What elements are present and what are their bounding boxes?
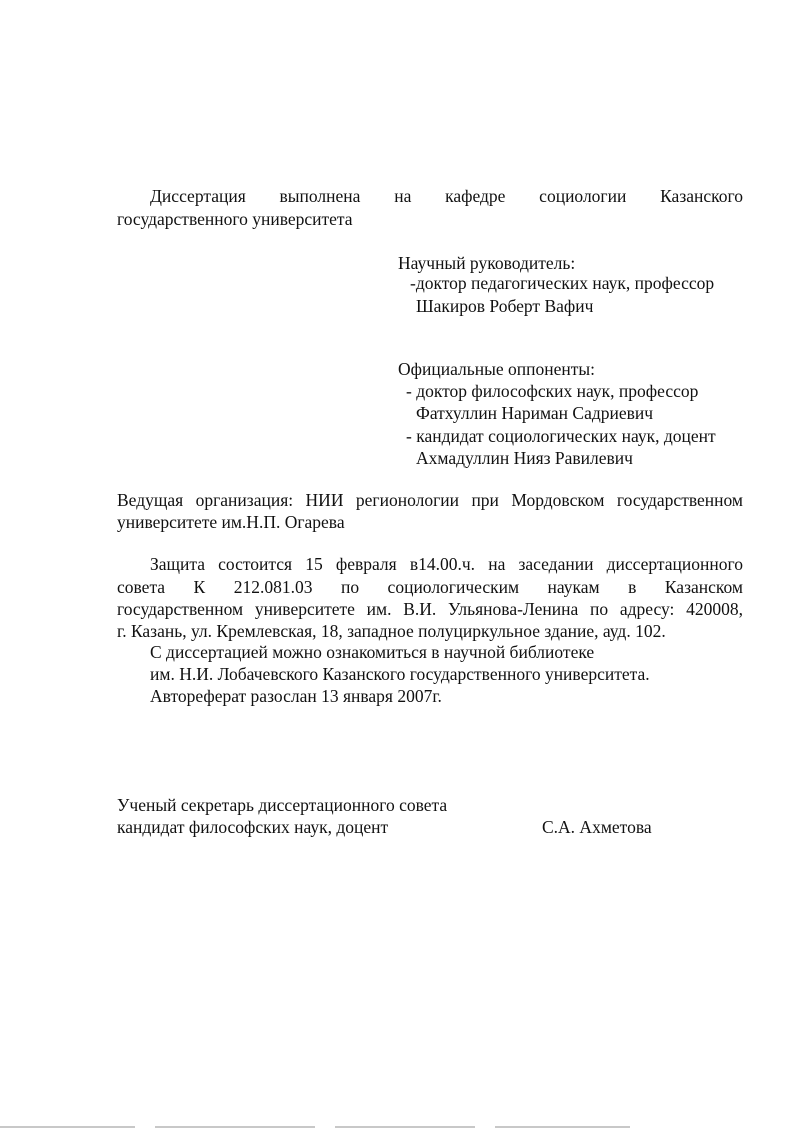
intro-line-1: Диссертация выполнена на кафедре социологии Казанского	[150, 186, 743, 206]
scan-artifact	[155, 1126, 315, 1128]
defense-line-3: государственном университете им. В.И. Ульянова-Ленина по адресу: 420008,	[117, 599, 743, 619]
lead-org-line-1: Ведущая организация: НИИ регионологии при Мордовском государственном	[117, 490, 743, 510]
lead-org-line-2: университете им.Н.П. Огарева	[117, 512, 345, 532]
opponent-1-name: Фатхуллин Нариман Садриевич	[416, 403, 654, 423]
defense-line-2: совета К 212.081.03 по социологическим наукам в Казанском	[117, 577, 743, 597]
defense-line-4: г. Казань, ул. Кремлевская, 18, западное полуциркульное здание, ауд. 102.	[117, 621, 666, 641]
abstract-sent-date: Автореферат разослан 13 января 2007г.	[150, 686, 442, 706]
opponent-2-name: Ахмадуллин Нияз Равилевич	[416, 448, 633, 468]
library-line-2: им. Н.И. Лобачевского Казанского государственного университета.	[150, 664, 650, 684]
opponent-1-degree: - доктор философских наук, профессор	[406, 381, 699, 401]
secretary-name: С.А. Ахметова	[542, 817, 652, 837]
intro-line-2: государственного университета	[117, 209, 353, 229]
scan-artifact	[495, 1126, 630, 1128]
opponent-2-degree: - кандидат социологических наук, доцент	[406, 426, 716, 446]
scan-artifact	[335, 1126, 475, 1128]
secretary-title-line-2: кандидат философских наук, доцент	[117, 817, 389, 837]
opponents-heading: Официальные оппоненты:	[398, 359, 595, 379]
defense-line-1: Защита состоится 15 февраля в14.00.ч. на заседании диссертационного	[150, 554, 743, 574]
library-line-1: С диссертацией можно ознакомиться в научной библиотеке	[150, 642, 595, 662]
supervisor-degree: -доктор педагогических наук, профессор	[410, 273, 715, 293]
supervisor-heading: Научный руководитель:	[398, 253, 576, 273]
secretary-title-line-1: Ученый секретарь диссертационного совета	[117, 795, 448, 815]
supervisor-name: Шакиров Роберт Вафич	[416, 296, 594, 316]
scan-artifact	[0, 1126, 135, 1128]
